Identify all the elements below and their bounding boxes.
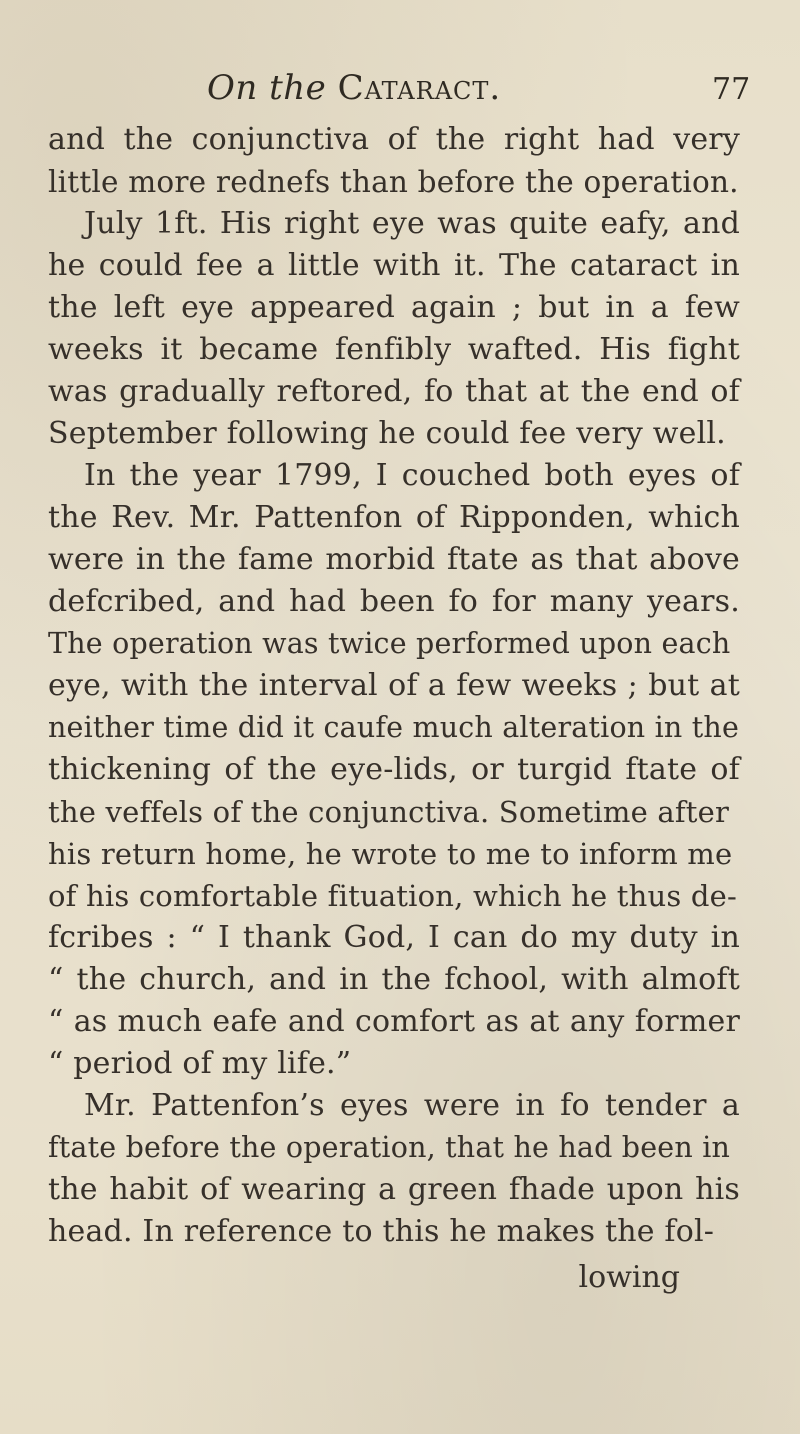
running-title [207,68,501,108]
text-line: September following he could fee very well. [48,416,726,451]
catchword: lowing [578,1260,680,1295]
text-line: July 1ft. His right eye was quite eafy, and [84,206,740,241]
text-line: the left eye appeared again ; but in a few [48,290,740,325]
text-line: neither time did it caufe much alteration in the [48,711,740,744]
page-number: 77 [712,72,751,107]
text-line: and the conjunctiva of the right had very [48,122,740,157]
text-line: he could fee a little with it. The cataract in [48,248,740,283]
text-line: weeks it became fenfibly wafted. His fight [48,332,740,367]
text-line: his return home, he wrote to me to inform me [48,837,733,871]
running-title-italic: On the [207,68,327,108]
text-line: of his comfortable fituation, which he thus de- [48,879,738,913]
text-line: were in the fame morbid ftate as that above [48,542,740,577]
text-line: “ period of my life.” [48,1046,352,1081]
text-line: the veffels of the conjunctiva. Sometime after [48,795,730,829]
text-line: was gradually reftored, fo that at the end of [48,374,740,409]
text-line: defcribed, and had been fo for many years. [48,584,740,619]
page-header [0,68,800,118]
text-line: In the year 1799, I couched both eyes of [84,458,740,493]
text-line: ftate before the operation, that he had been in [48,1131,731,1164]
text-line: thickening of the eye-lids, or turgid ftate of [48,752,740,787]
text-line: the habit of wearing a green fhade upon his [48,1172,740,1207]
text-line: the Rev. Mr. Pattenfon of Ripponden, which [48,500,740,535]
text-line: The operation was twice performed upon each [48,627,731,660]
running-title-caps: Cataract. [337,68,502,108]
text-line: “ as much eafe and comfort as at any former [48,1004,740,1039]
text-line: little more rednefs than before the operation. [48,165,739,199]
text-line: fcribes : “ I thank God, I can do my duty in [48,920,740,955]
text-line: eye, with the interval of a few weeks ; but at [48,668,740,703]
text-line: Mr. Pattenfon’s eyes were in fo tender a [84,1088,740,1123]
text-line: head. In reference to this he makes the fol- [48,1214,715,1249]
text-line: “ the church, and in the fchool, with almoft [48,962,740,997]
